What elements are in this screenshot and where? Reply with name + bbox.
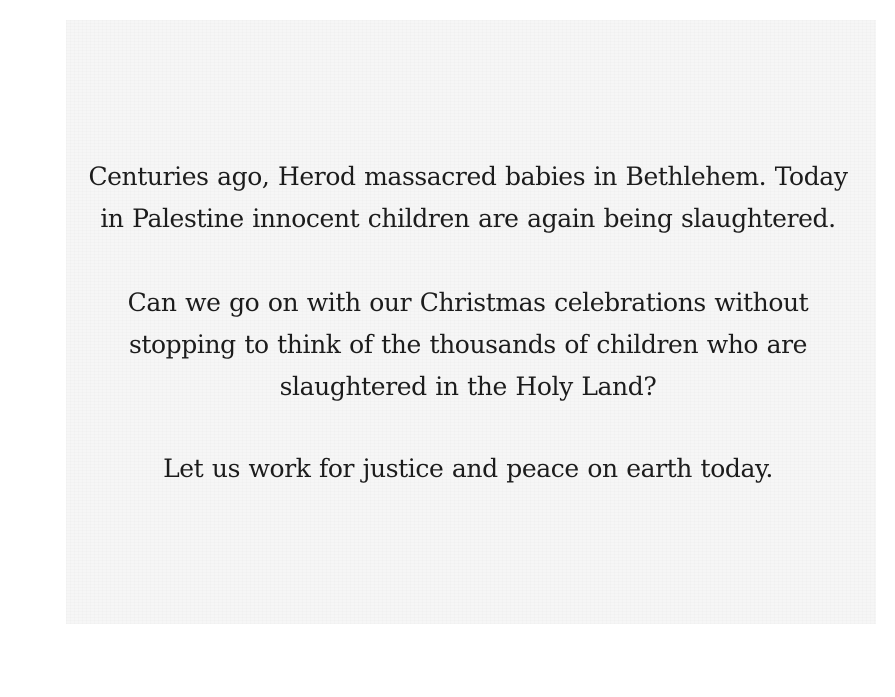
paragraph-justice xyxy=(66,448,870,490)
text-line: Let us work for justice and peace on earth today. xyxy=(163,454,773,483)
text-line: Can we go on with our Christmas celebrations without xyxy=(127,288,809,317)
text-line: slaughtered in the Holy Land? xyxy=(279,372,657,401)
text-line: stopping to think of the thousands of children who are xyxy=(128,330,808,359)
message-text xyxy=(66,156,870,490)
text-line: Centuries ago, Herod massacred babies in Bethlehem. Today xyxy=(88,162,848,191)
text-line: in Palestine innocent children are again being slaughtered. xyxy=(100,204,836,233)
paragraph-herod xyxy=(66,156,870,240)
paragraph-christmas xyxy=(66,282,870,408)
